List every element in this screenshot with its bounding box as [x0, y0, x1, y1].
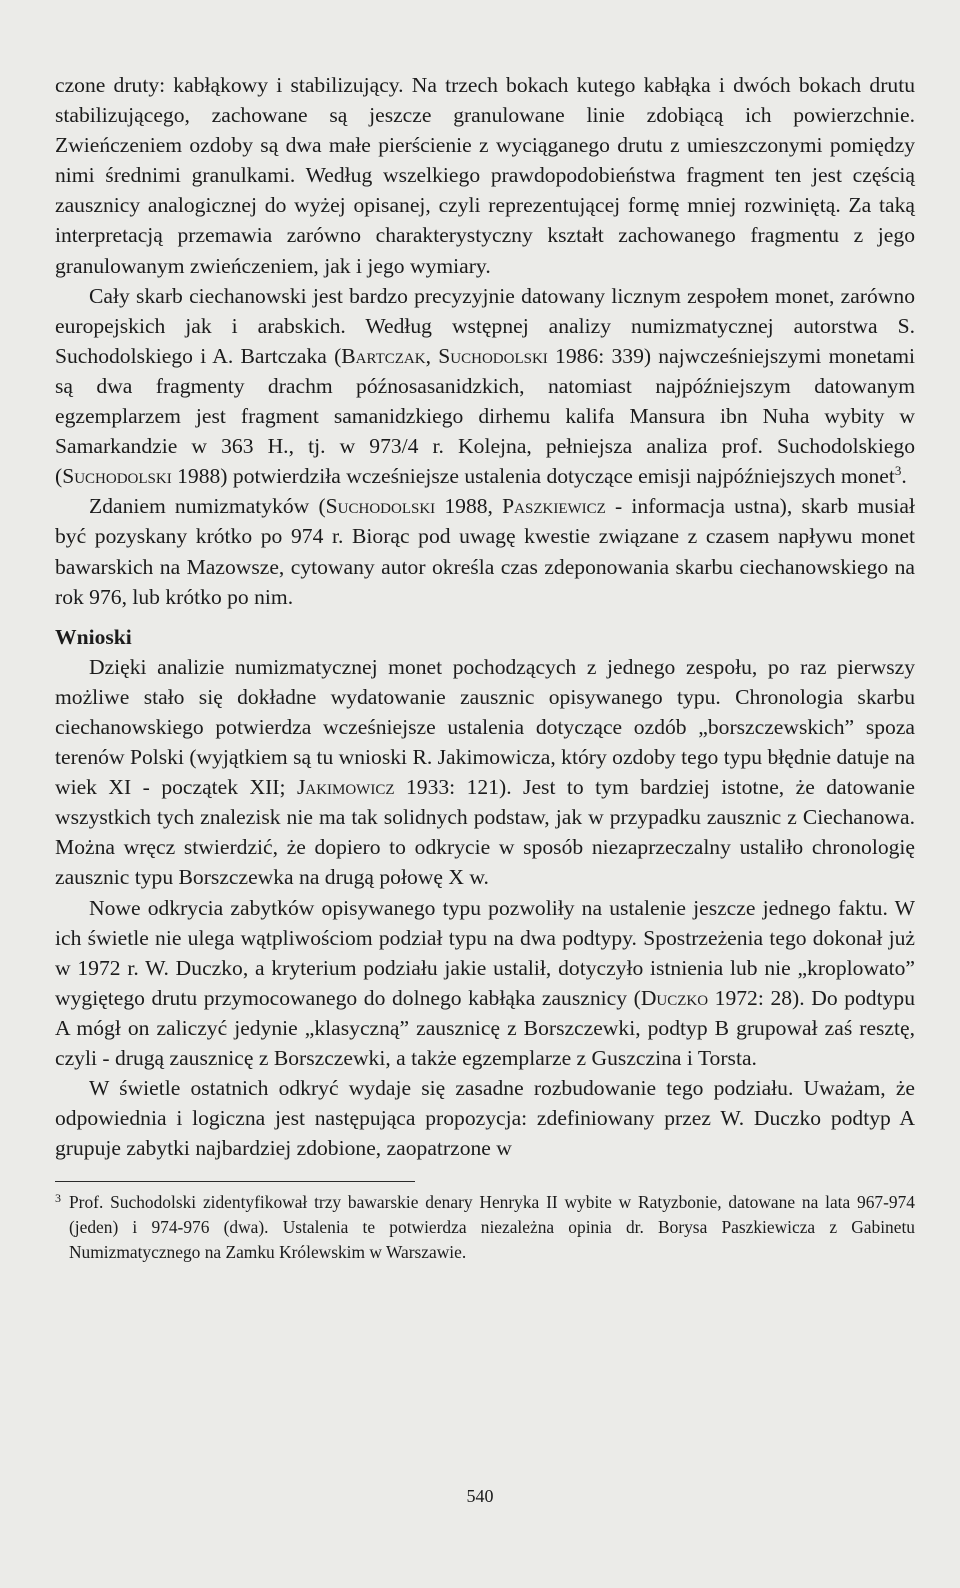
text-run: 1988) potwierdziła wcześniejsze ustalenia dotyczące emisji najpóźniejszych monet: [171, 464, 895, 489]
footnote-separator: [55, 1181, 415, 1182]
citation-author: Suchodolski: [438, 343, 548, 368]
text-run: 1972: 28). Do podtypu A mógł on zaliczyć jedynie „klasyczną” zausznicę z Borszczewki, podtyp B grupował zaś resztę, czyli - drugą zausznicę z Borszczewki, a także egzemplarze z Guszczina i Torsta.: [55, 985, 915, 1070]
citation-author: Suchodolski: [325, 494, 436, 519]
paragraph-proposal: W świetle ostatnich odkryć wydaje się zasadne rozbudowanie tego podziału. Uważam, że odpowiednia i logiczna jest następująca propozycja: zdefiniowany przez W. Duczko podtyp A grupuje zabytki najbardziej zdobione, zaopatrzone w: [55, 1076, 915, 1161]
paragraph-dating: [55, 281, 915, 492]
text-run: Nowe odkrycia zabytków opisywanego typu pozwoliły na ustalenie jeszcze jednego faktu. W ich świetle nie ulega wątpliwościom podział typu na dwa podtypy. Spostrzeżenia tego dokonał już w 1972 r. W. Duczko, a kryterium podziału jakie ustalił, dotyczyło istnienia lub nie „kroplowato” wygiętego drutu przymocowanego do dolnego kabłąka zausznicy (: [55, 895, 915, 1010]
paragraph-continued: czone druty: kabłąkowy i stabilizujący. Na trzech bokach kutego kabłąka i dwóch bokach drutu stabilizującego, zachowane są jeszcze granulowane linie zdobiącą ich powierzchnie. Zwieńczeniem ozdoby są dwa małe pierścienie z wyciąganego drutu z umieszczonymi pomiędzy nimi średnimi granulkami. Według wszelkiego prawdopodobieństwa fragment ten jest częścią zausznicy analogicznej do wyżej opisanej, czyli reprezentującej formę mniej rozwiniętą. Za taką interpretacją przemawia zarówno charakterystyczny kształt zachowanego fragmentu z jego granulowanym zwieńczeniem, jak i jego wymiary.: [55, 73, 915, 278]
footnote-text: Prof. Suchodolski zidentyfikował trzy bawarskie denary Henryka II wybite w Ratyzbonie, datowane na lata 967-974 (jeden) i 974-976 (dwa). Ustalenia te potwierdza niezależna opinia dr. Borysa Paszkiewicza z Gabinetu Numizmatycznego na Zamku Królewskim w Warszawie.: [69, 1192, 915, 1263]
citation-author: Paszkiewicz: [502, 494, 606, 519]
text-run: Cały skarb ciechanowski jest bardzo precyzyjnie datowany licznym zespołem monet, zarówno europejskich jak i arabskich. Według wstępnej analizy numizmatycznej autorstwa S. Suchodolskiego i A. Bartczaka (: [55, 283, 915, 368]
citation-author: Jakimowicz: [296, 775, 395, 800]
text-run: 1988,: [435, 494, 503, 519]
paragraph-numismatists: [55, 491, 915, 611]
citation-author: Bartczak: [341, 343, 426, 368]
text-run: 1933: 121). Jest to tym bardziej istotne, że datowanie wszystkich tych znalezisk nie ma tak solidnych podstaw, jak w przypadku zausznic z Ciechanowa. Można wręcz stwierdzić, że dopiero to odkrycie w sposób niezaprzeczalny ustaliło chronologię zausznic typu Borszczewka na drugą połowę X w.: [55, 775, 916, 890]
text-run: Zdaniem numizmatyków (: [89, 494, 326, 519]
citation-author: Suchodolski: [62, 464, 172, 489]
footnote: 3 Prof. Suchodolski zidentyfikował trzy bawarskie denary Henryka II wybite w Ratyzbonie, datowane na lata 967-974 (jeden) i 974-976 (dwa). Ustalenia te potwierdza niezależna opinia dr. Borysa Paszkiewicza z Gabinetu Numizmatycznego na Zamku Królewskim w Warszawie.: [55, 1190, 915, 1263]
text-run: .: [901, 464, 907, 489]
text-run: - informacja ustna), skarb musiał być pozyskany krótko po 974 r. Biorąc pod uwagę kwestie związane z czasem napływu monet bawarskich na Mazowsze, cytowany autor określa czas zdeponowania skarbu ciechanowskiego na rok 976, lub krótko po nim.: [55, 494, 915, 609]
text-run: ,: [425, 343, 439, 368]
text-run: 1986: 339) najwcześniejszymi monetami są dwa fragmenty drachm późnosasanidzkich, natomiast najpóźniejszym datowanym egzemplarzem jest fragment samanidzkiego dirhemu kalifa Mansura ibn Nuha wybity w Samarkandzie w 363 H., tj. w 973/4 r. Kolejna, pełniejsza analiza prof. Suchodolskiego (: [55, 343, 915, 489]
text-run: Dzięki analizie numizmatycznej monet pochodzących z jednego zespołu, po raz pierwszy możliwe stało się dokładne wydatowanie zausznic opisywanego typu. Chronologia skarbu ciechanowskiego potwierdza wcześniejsze ustalenia dotyczące ozdób „borszczewskich” spoza terenów Polski (wyjątkiem są tu wnioski R. Jakimowicza, który ozdoby tego typu błędnie datuje na wiek XI - początek XII;: [55, 654, 915, 800]
page-number: 540: [466, 1486, 494, 1506]
citation-author: Duczko: [640, 985, 709, 1010]
paragraph-new-discoveries: [55, 893, 915, 1074]
paragraph-conclusions: [55, 652, 915, 893]
footnote-reference: 3: [894, 463, 902, 479]
section-heading: Wnioski: [55, 624, 132, 649]
